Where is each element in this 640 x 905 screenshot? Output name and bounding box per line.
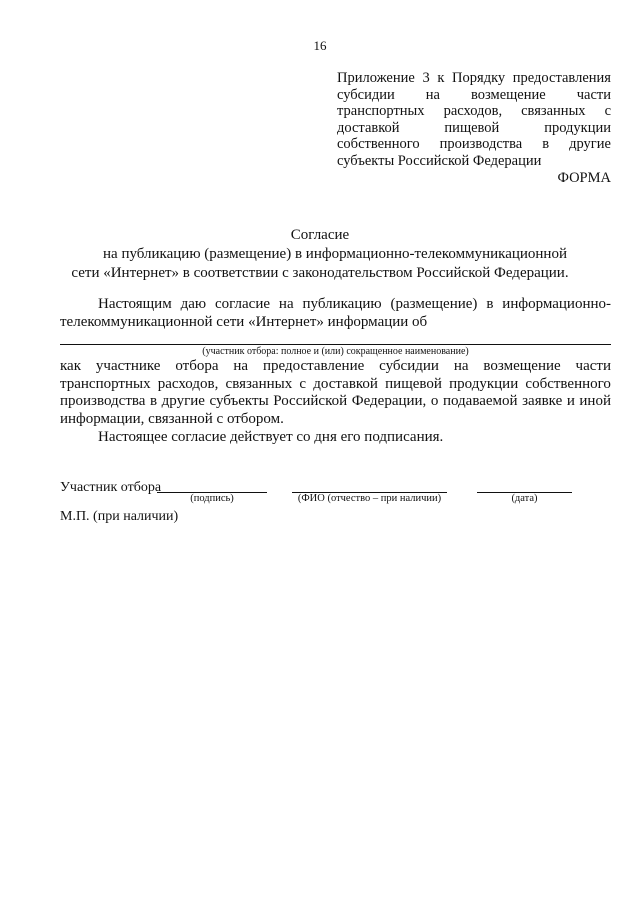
date-caption: (дата)	[511, 493, 538, 504]
form-label: ФОРМА	[557, 170, 611, 186]
paragraph-word: даю	[180, 296, 207, 312]
paragraph-word: о	[430, 393, 439, 409]
annex-word: возмещение	[471, 86, 546, 103]
paragraph-word: участнике	[95, 358, 161, 374]
paragraph-word: пищевой	[385, 375, 442, 392]
annex-word: расходов,	[443, 103, 503, 120]
paragraph-word: другие	[161, 393, 205, 409]
paragraph-word: возмещение	[483, 358, 561, 374]
consent-title: Согласие	[290, 227, 350, 243]
paragraph-line: телекоммуникационной сети «Интернет» информации об	[60, 313, 428, 330]
annex-line	[337, 87, 611, 104]
annex-word: связанных	[521, 103, 586, 120]
annex-line	[337, 120, 611, 137]
paragraph-word: предоставление	[262, 358, 365, 374]
annex-word: части	[576, 86, 611, 103]
paragraph-word: подаваемой	[442, 393, 518, 409]
paragraph-word: и	[566, 393, 575, 409]
paragraph-word: связанных	[225, 375, 293, 392]
paragraph-validity	[60, 429, 611, 447]
paragraph-word: продукции	[449, 375, 519, 392]
signature-caption: (подпись)	[190, 493, 234, 504]
paragraph-line: Настоящее согласие действует со дня его подписания.	[98, 429, 444, 445]
stamp-label: М.П. (при наличии)	[60, 509, 179, 524]
annex-word: 3	[422, 70, 430, 86]
paragraph-word: иной	[579, 393, 611, 409]
paragraph-word: согласие	[214, 296, 271, 312]
annex-line	[337, 70, 611, 87]
consent-subtitle-line-1: на публикацию (размещение) в информационно-телекоммуникационной	[103, 246, 567, 262]
paragraph-line	[60, 376, 611, 394]
paragraph-word: отбора	[175, 358, 219, 374]
paragraph-word: в	[149, 393, 158, 409]
consent-title-block	[0, 226, 640, 283]
annex-line: субъекты Российской Федерации	[337, 152, 542, 169]
annex-word: пищевой	[444, 119, 500, 136]
paragraph-word: публикацию	[302, 296, 382, 312]
annex-word: Порядку	[452, 70, 506, 86]
participant-name-caption: (участник отбора: полное и (или) сокращенное наименование)	[202, 346, 469, 357]
paragraph-word: расходов,	[157, 375, 219, 392]
annex-word: производства	[439, 136, 523, 153]
paragraph-line	[60, 358, 611, 376]
annex-block	[337, 70, 611, 170]
annex-word: к	[437, 70, 445, 86]
annex-word: транспортных	[337, 103, 425, 120]
full-name-caption: (ФИО (отчество – при наличии)	[297, 493, 442, 504]
paragraph-word: Федерации,	[351, 393, 427, 409]
paragraph-word: субъекты	[209, 393, 269, 409]
paragraph-word: с	[299, 375, 307, 392]
annex-word: предоставления	[512, 70, 611, 86]
paragraph-word: доставкой	[313, 375, 378, 392]
paragraph-word: Российской	[273, 393, 348, 409]
paragraph-word: Настоящим	[98, 296, 172, 312]
annex-line	[337, 103, 611, 120]
annex-word: субсидии	[337, 86, 395, 103]
paragraph-word: (размещение)	[390, 296, 478, 312]
paragraph-word: на	[453, 358, 469, 374]
paragraph-participant-details	[60, 358, 611, 428]
paragraph-word: производства	[60, 393, 146, 409]
paragraph-line	[60, 393, 611, 411]
paragraph-line: информации, связанной с отбором.	[60, 410, 284, 427]
annex-word: другие	[569, 136, 611, 153]
paragraph-word: в	[486, 296, 494, 312]
annex-word: продукции	[544, 119, 611, 136]
annex-word: с	[604, 103, 611, 120]
annex-word: в	[542, 136, 550, 153]
consent-subtitle-line-2: сети «Интернет» в соответствии с законодательством Российской Федерации.	[71, 265, 569, 281]
paragraph-word: на	[233, 358, 249, 374]
paragraph-word: собственного	[525, 375, 611, 392]
paragraph-consent-intro	[60, 296, 611, 331]
annex-word: доставкой	[337, 119, 400, 136]
annex-line	[337, 136, 611, 153]
paragraph-word: транспортных	[60, 375, 151, 392]
paragraph-word: субсидии	[379, 358, 439, 374]
paragraph-word: на	[278, 296, 294, 312]
paragraph-word: информационно-	[502, 296, 611, 312]
annex-word: Приложение	[337, 70, 415, 86]
paragraph-line	[60, 296, 611, 314]
annex-word: собственного	[337, 136, 420, 153]
participant-name-line	[60, 344, 611, 345]
signature-participant-label: Участник отбора	[60, 480, 162, 495]
page-number: 16	[313, 38, 327, 53]
paragraph-word: как	[60, 358, 82, 374]
annex-word: на	[425, 86, 440, 103]
paragraph-word: заявке	[522, 393, 563, 409]
paragraph-word: части	[575, 358, 611, 374]
